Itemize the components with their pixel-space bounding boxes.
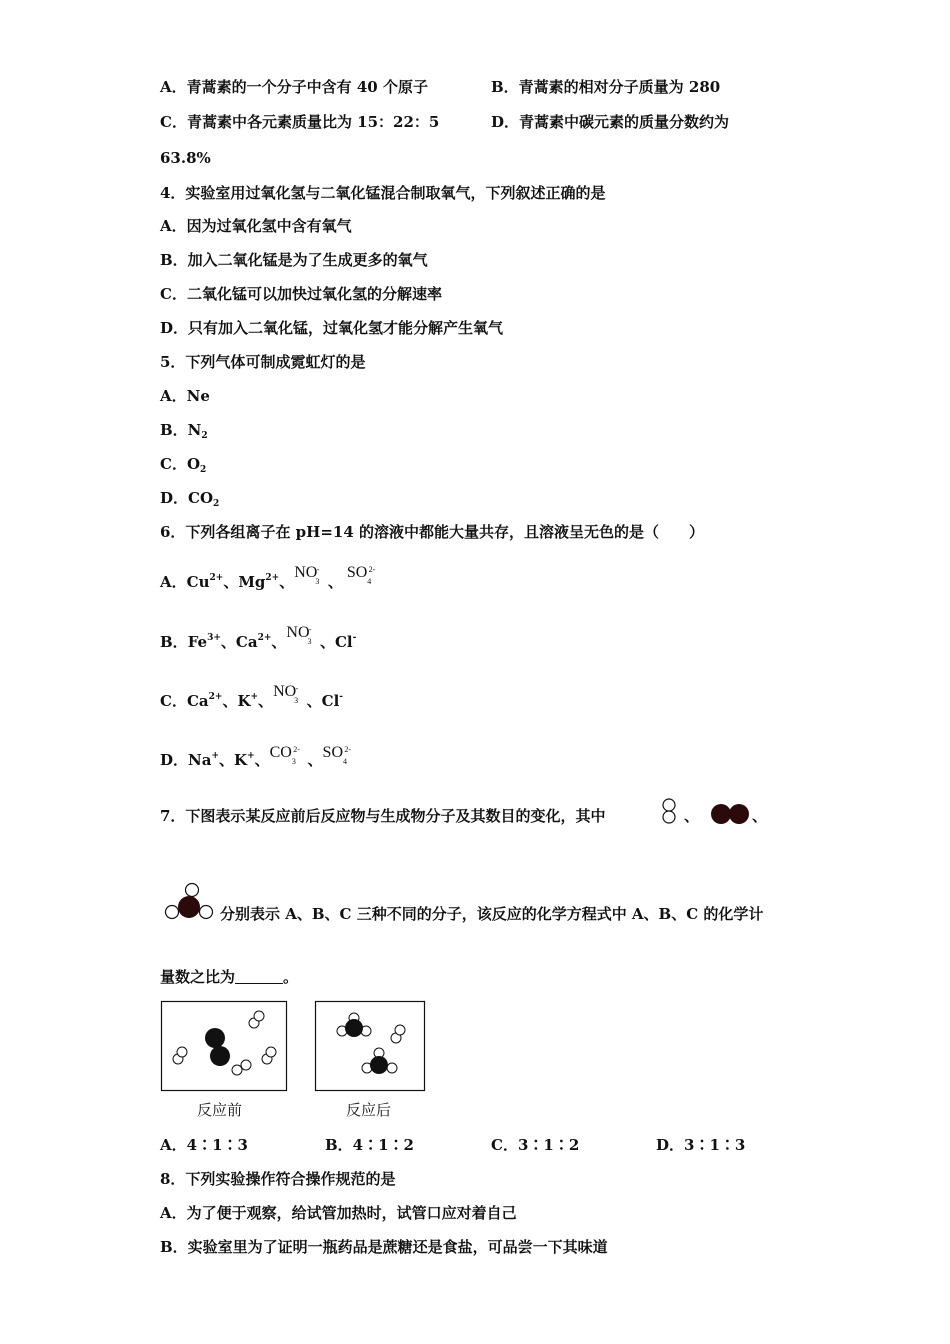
q7-separator: 、 (684, 807, 700, 825)
q8-stem: 8．下列实验操作符合操作规范的是 (160, 1170, 396, 1188)
atom-dark (178, 896, 200, 918)
q7-stem-part3: 量数之比为 。 (160, 968, 299, 986)
q3-option-b: B．青蒿素的相对分子质量为 280 (491, 78, 721, 96)
carbonate-ion: CO 2- 3 (269, 744, 300, 766)
q4-option-a: A．因为过氧化氢中含有氧气 (160, 217, 352, 235)
label-before: 反应前 (197, 1101, 243, 1119)
answer-blank[interactable] (235, 969, 283, 984)
atom-dark (729, 804, 749, 824)
q7-option-a: A．4∶1∶3 (160, 1136, 248, 1154)
q8-option-b: B．实验室里为了证明一瓶药品是蔗糖还是食盐，可品尝一下其味道 (160, 1238, 608, 1256)
nitrate-ion: NO - 3 (294, 564, 320, 586)
q6-option-d: D．Na+、K+、CO 2- 3 、SO 2- 4 (160, 744, 351, 769)
q6-stem: 6．下列各组离子在 pH=14 的溶液中都能大量共存，且溶液呈无色的是（ ） (160, 523, 704, 541)
q6-option-b: B．$Fe^{3+}$、$Ca^{2+}$、NO - 3 、Cl- (160, 624, 357, 651)
q6-option-c: C．$Ca^{2+}$、K+、NO - 3 、Cl- (160, 683, 344, 710)
q3-option-c: C．青蒿素中各元素质量比为 15：22：5 (160, 113, 440, 131)
atom-white (663, 799, 675, 811)
q3-option-a: A．青蒿素的一个分子中含有 40 个原子 (160, 78, 428, 96)
q4-option-d: D．只有加入二氧化锰，过氧化氢才能分解产生氧气 (160, 319, 504, 337)
q7-option-b: B．4∶1∶2 (325, 1136, 414, 1154)
molecule-c-icon (164, 882, 216, 924)
sulfate-ion: SO 2- 4 (346, 564, 376, 586)
molecule-a-icon (659, 798, 679, 828)
nitrate-ion: NO - 3 (286, 624, 312, 646)
reaction-before-box (161, 1001, 287, 1091)
q7-stem-part1: 7．下图表示某反应前后反应物与生成物分子及其数目的变化，其中 (160, 807, 606, 825)
q7-option-d: D．3∶1∶3 (656, 1136, 746, 1154)
nitrate-ion: NO - 3 (273, 683, 299, 705)
q7-option-c: C．3∶1∶2 (491, 1136, 580, 1154)
atom-white (186, 884, 199, 897)
molecule-b-icon (710, 803, 752, 827)
sulfate-ion: SO 2- 4 (322, 744, 351, 766)
q5-option-d: D．$CO_2$ (160, 489, 220, 509)
q7-separator: 、 (752, 807, 768, 825)
q7-stem-part2: 分别表示 A、B、C 三种不同的分子，该反应的化学方程式中 A、B、C 的化学计 (220, 905, 764, 923)
q3-option-d-continued: 63.8% (160, 149, 211, 167)
q4-option-c: C．二氧化锰可以加快过氧化氢的分解速率 (160, 285, 442, 303)
atom-dark (711, 804, 731, 824)
label-after: 反应后 (346, 1101, 392, 1119)
q5-stem: 5．下列气体可制成霓虹灯的是 (160, 353, 366, 371)
atom-white (200, 906, 213, 919)
atom-white (166, 906, 179, 919)
q6-option-a: A．$Cu^{2+}$、$Mg^{2+}$、NO - 3 、 SO 2- 4 (160, 564, 376, 591)
q5-option-a: A．Ne (160, 387, 210, 405)
q3-option-d: D．青蒿素中碳元素的质量分数约为 (491, 113, 730, 131)
q5-option-b: B．$N_2$ (160, 421, 208, 441)
atom-white (663, 811, 675, 823)
q5-option-c: C．$O_2$ (160, 455, 207, 475)
q4-stem: 4．实验室用过氧化氢与二氧化锰混合制取氧气，下列叙述正确的是 (160, 184, 606, 202)
q4-option-b: B．加入二氧化锰是为了生成更多的氧气 (160, 251, 428, 269)
reaction-after-box (315, 1001, 425, 1091)
q8-option-a: A．为了便于观察，给试管加热时，试管口应对着自己 (160, 1204, 517, 1222)
